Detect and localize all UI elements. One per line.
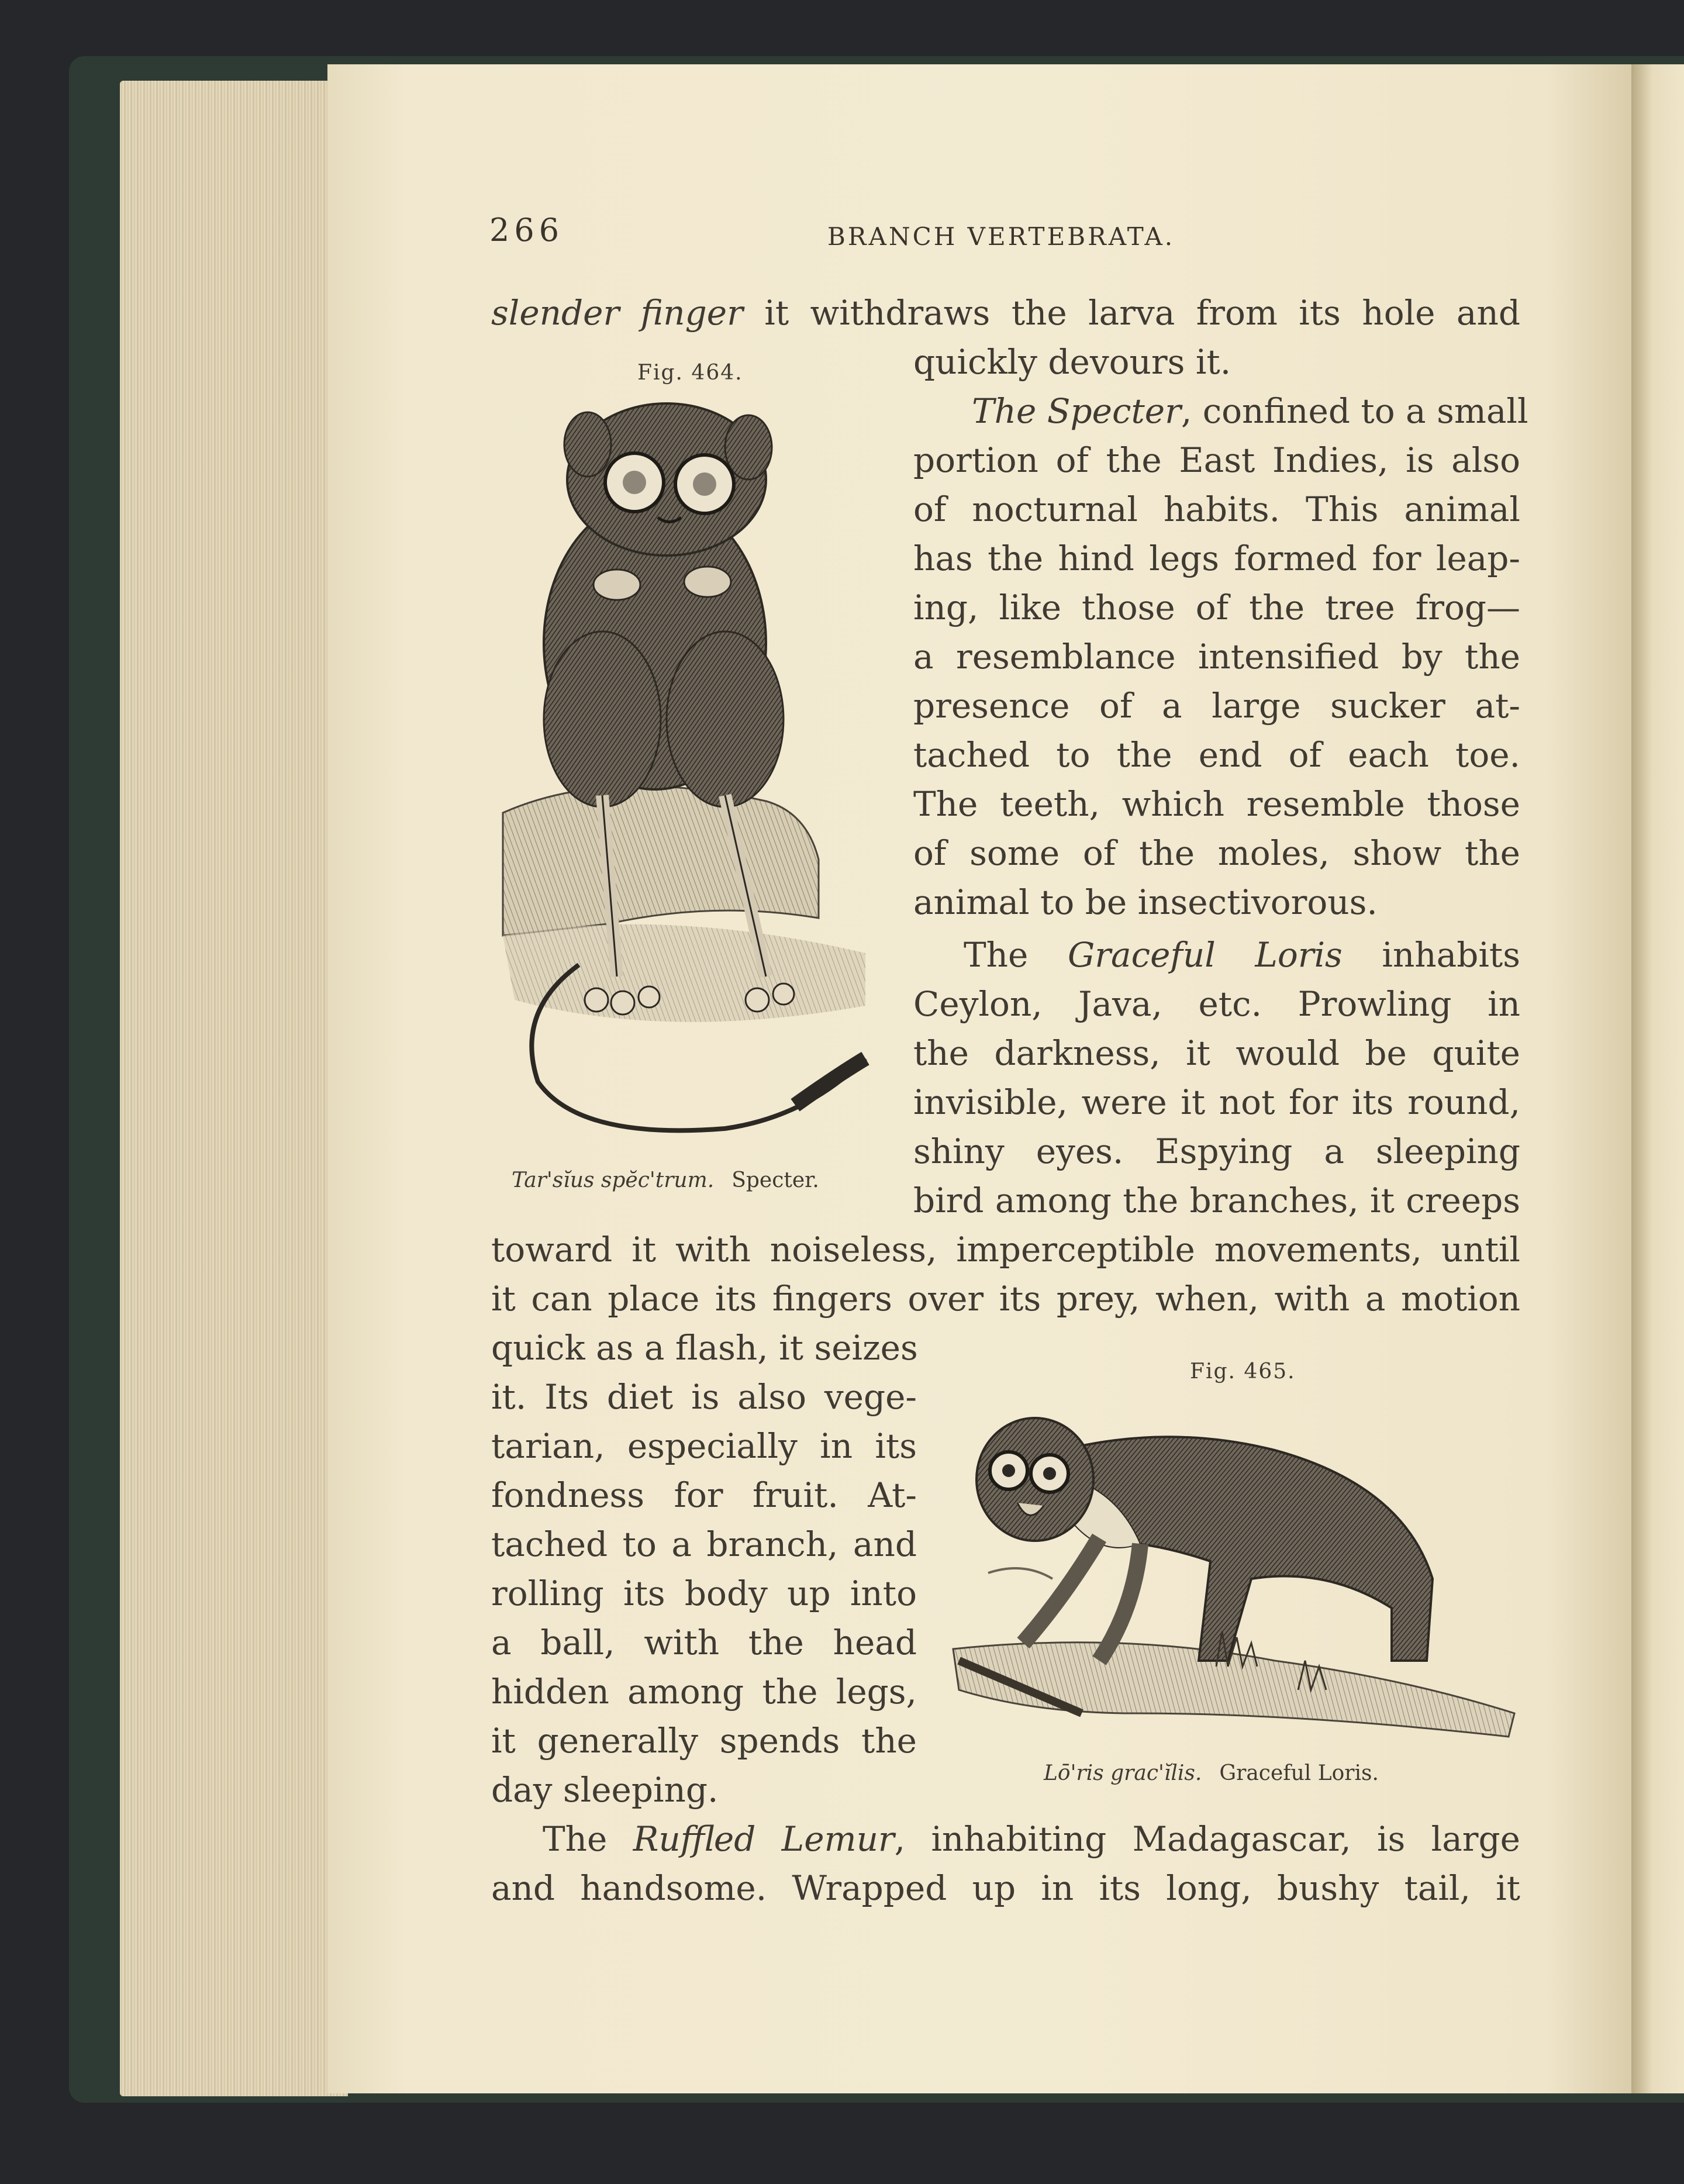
text-line: tached to the end of each toe. [913, 735, 1520, 775]
figure-465-caption [1044, 1761, 1379, 1785]
latin-name: Tar'sĭus spĕc'trum. [512, 1168, 715, 1192]
text-line: Ceylon, Java, etc. Prowling in [913, 984, 1520, 1024]
text-line: of nocturnal habits. This animal [913, 489, 1520, 529]
text-line: fondness for fruit. At- [491, 1475, 917, 1515]
text-fragment: The [543, 1819, 633, 1859]
text-fragment: , inhabiting Madagascar, is large [894, 1819, 1520, 1859]
text-line: it generally spends the [491, 1721, 917, 1761]
text-line [543, 1818, 1520, 1860]
text-line: invisible, were it not for its round, [913, 1082, 1520, 1122]
common-name: Graceful Loris. [1219, 1761, 1379, 1785]
italic-term: The Specter [972, 391, 1181, 431]
text-line [964, 934, 1520, 976]
text-line: hidden among the legs, [491, 1672, 917, 1712]
text-line: bird among the branches, it creeps [913, 1181, 1520, 1220]
text-line [491, 292, 1520, 334]
text-line: portion of the East Indies, is also [913, 440, 1520, 480]
text-line: has the hind legs formed for leap- [913, 539, 1520, 578]
italic-term: Ruffled Lemur [633, 1819, 895, 1859]
text-line: presence of a large sucker at- [913, 686, 1520, 726]
text-line: The teeth, which resemble those [913, 784, 1520, 824]
text-fragment: The [964, 935, 1068, 975]
next-page-edge [1631, 64, 1684, 2093]
text-line: a resemblance intensified by the [913, 637, 1520, 677]
common-name: Specter. [731, 1168, 819, 1192]
text-line [972, 390, 1528, 432]
text-line: day sleeping. [491, 1770, 719, 1810]
text-line: ing, like those of the tree frog— [913, 588, 1520, 627]
text-line: quickly devours it. [913, 342, 1231, 382]
text-line: a ball, with the head [491, 1623, 917, 1662]
loris-illustration [947, 1386, 1520, 1754]
text-line: tached to a branch, and [491, 1524, 917, 1564]
text-line: it. Its diet is also vege- [491, 1377, 917, 1417]
text-line: of some of the moles, show the [913, 833, 1520, 873]
text-line: tarian, especially in its [491, 1426, 917, 1466]
text-fragment: , confined to a small [1181, 391, 1528, 431]
text-line: toward it with noiseless, imperceptible movements, until [491, 1230, 1520, 1269]
running-head: BRANCH VERTEBRATA. [827, 222, 1175, 251]
text-line: and handsome. Wrapped up in its long, bushy tail, it [491, 1868, 1520, 1908]
text-line: animal to be insectivorous. [913, 882, 1378, 922]
text-line: it can place its fingers over its prey, when, with a motion [491, 1279, 1520, 1319]
page-number: 266 [489, 212, 564, 249]
figure-464-label: Fig. 464. [637, 361, 743, 385]
text-fragment: inhabits [1342, 935, 1520, 975]
text-fragment: it withdraws the larva from its hole and [743, 293, 1520, 333]
latin-name: Lō'ris grac'ĭlis. [1044, 1761, 1202, 1785]
text-line: the darkness, it would be quite [913, 1033, 1520, 1073]
figure-464-caption [512, 1168, 819, 1192]
italic-term: slender finger [491, 293, 743, 333]
text-line: quick as a flash, it seizes [491, 1328, 918, 1368]
page-edges [120, 81, 348, 2096]
italic-term: Graceful Loris [1067, 935, 1343, 975]
figure-465-label: Fig. 465. [1190, 1360, 1296, 1383]
specter-illustration [491, 392, 877, 1164]
text-line: rolling its body up into [491, 1574, 917, 1613]
text-line: shiny eyes. Espying a sleeping [913, 1131, 1520, 1171]
